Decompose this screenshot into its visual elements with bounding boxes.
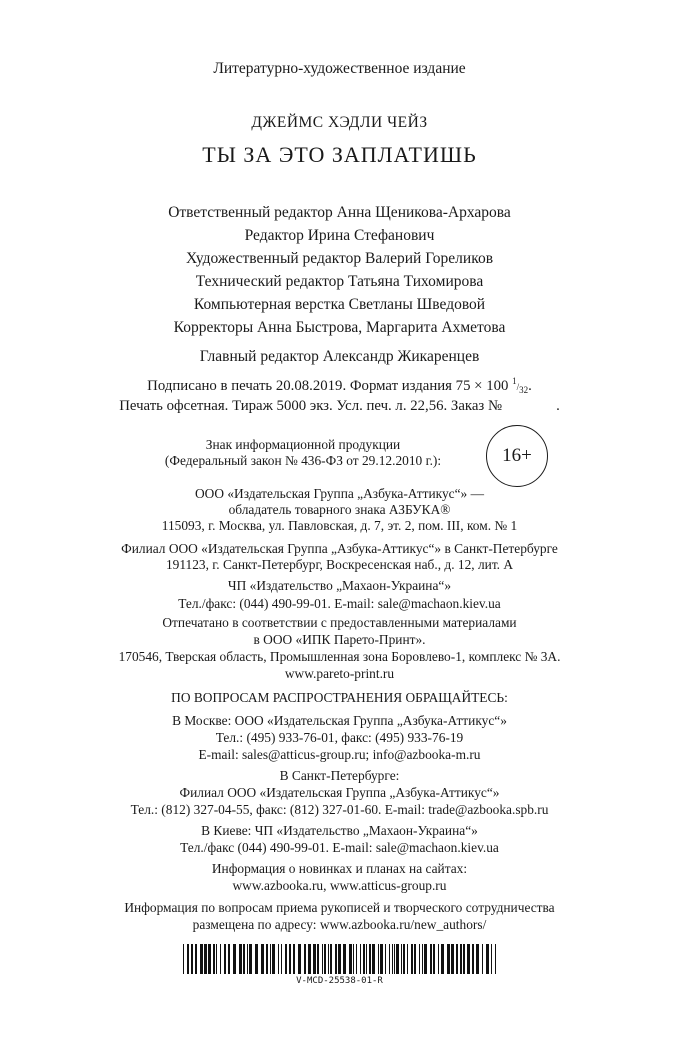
barcode-code: V-MCD-25538-01-R	[296, 976, 383, 986]
barcode-bar	[472, 944, 474, 974]
barcode-bar	[482, 944, 483, 974]
barcode-bar	[322, 944, 323, 974]
barcode-bar	[304, 944, 306, 974]
kiev-line1: В Киеве: ЧП «Издательство „Махаон-Украина“»	[201, 823, 478, 838]
barcode-bar	[396, 944, 399, 974]
publisher-address: 115093, г. Москва, ул. Павловская, д. 7, эт. 2, пом. III, ком. № 1	[161, 518, 518, 533]
responsible-editor: Ответственный редактор Анна Щеникова-Архарова	[168, 204, 511, 221]
barcode-bar	[389, 944, 390, 974]
moscow-line1: В Москве: ООО «Издательская Группа „Азбука-Аттикус“»	[172, 713, 507, 728]
art-editor: Художественный редактор Валерий Гореликов	[185, 250, 494, 267]
barcode-bar	[239, 944, 242, 974]
barcode-bar	[324, 944, 326, 974]
barcode-image	[183, 944, 497, 974]
barcode-bar	[270, 944, 271, 974]
websites-line1: Информация о новинках и планах на сайтах:	[211, 861, 468, 876]
spb-contacts: Тел.: (812) 327-04-55, факс: (812) 327-01-60. E-mail: trade@azbooka.spb.ru	[130, 802, 549, 817]
barcode-bar	[424, 944, 427, 974]
fraction-denominator: 32	[519, 385, 529, 395]
branch-line1: Филиал ООО «Издательская Группа „Азбука-Аттикус“» в Санкт-Петербурге	[121, 541, 558, 556]
barcode-bar	[330, 944, 332, 974]
barcode-bar	[447, 944, 450, 974]
barcode-bar	[261, 944, 264, 974]
barcode-bar	[476, 944, 479, 974]
barcode-bar	[247, 944, 248, 974]
barcode-bar	[460, 944, 462, 974]
barcode-bar	[430, 944, 432, 974]
format-fraction	[512, 376, 529, 395]
moscow-emails: E-mail: sales@atticus-group.ru; info@azbooka-m.ru	[198, 747, 481, 762]
barcode-bar	[278, 944, 279, 974]
barcode-bar	[463, 944, 465, 974]
barcode-bar	[495, 944, 496, 974]
barcode-bar	[360, 944, 361, 974]
barcode-bar	[213, 944, 215, 974]
printer-line1: Отпечатано в соответствии с предоставленными материалами	[162, 615, 517, 630]
manuscripts-line1: Информация по вопросам приема рукописей и творческого сотрудничества	[124, 900, 555, 915]
barcode-bar	[228, 944, 230, 974]
barcode-bar	[441, 944, 444, 974]
barcode-bar	[224, 944, 226, 974]
barcode-bar	[363, 944, 365, 974]
manuscripts-line2: размещена по адресу: www.azbooka.ru/new_authors/	[192, 917, 487, 932]
editor: Редактор Ирина Стефанович	[244, 227, 435, 244]
printer-website: www.pareto-print.ru	[284, 666, 395, 681]
barcode-bar	[343, 944, 346, 974]
barcode-bar	[317, 944, 319, 974]
edition-type: Литературно-художественное издание	[213, 60, 466, 77]
barcode-bar	[349, 944, 352, 974]
age-rating-badge: 16+	[486, 425, 548, 487]
barcode-bar	[366, 944, 367, 974]
spb-line1: В Санкт-Петербурге:	[279, 768, 400, 783]
barcode-bar	[335, 944, 337, 974]
barcode-bar	[308, 944, 311, 974]
barcode-bar	[369, 944, 371, 974]
rating-label-line1: Знак информационной продукции	[205, 437, 401, 452]
kiev-contacts: Тел./факс (044) 490-99-01. E-mail: sale@machaon.kiev.ua	[180, 840, 499, 855]
barcode-bar	[255, 944, 258, 974]
barcode-bar	[438, 944, 439, 974]
fraction-end: .	[528, 378, 532, 394]
barcode-bar	[419, 944, 420, 974]
barcode-bar	[266, 944, 268, 974]
rating-label	[130, 437, 476, 469]
barcode-bar	[433, 944, 435, 974]
chief-editor: Главный редактор Александр Жикаренцев	[199, 348, 480, 365]
barcode-bar	[411, 944, 413, 974]
barcode-bar	[216, 944, 217, 974]
publisher-line1: ООО «Издательская Группа „Азбука-Аттикус“» —	[194, 486, 484, 501]
barcode-bar	[356, 944, 357, 974]
tech-editor: Технический редактор Татьяна Тихомирова	[195, 273, 484, 290]
barcode-bar	[394, 944, 395, 974]
moscow-phones: Тел.: (495) 933-76-01, факс: (495) 933-76-19	[215, 730, 464, 745]
spb-line2: Филиал ООО «Издательская Группа „Азбука-Аттикус“»	[179, 785, 500, 800]
barcode-bar	[233, 944, 236, 974]
barcode-bar	[293, 944, 295, 974]
rating-label-line2: (Федеральный закон № 436-ФЗ от 29.12.2010 г.):	[164, 453, 442, 468]
branch-address: 191123, г. Санкт-Петербург, Воскресенская наб., д. 12, лит. А	[165, 557, 514, 572]
barcode-bar	[183, 944, 184, 974]
fraction-numerator: 1	[512, 376, 517, 386]
barcode-bar	[187, 944, 189, 974]
barcode-bar	[486, 944, 489, 974]
print-signed: Подписано в печать 20.08.2019. Формат издания 75 × 100	[147, 378, 509, 394]
barcode-bar	[328, 944, 329, 974]
barcode-bar	[200, 944, 203, 974]
barcode-bar	[272, 944, 275, 974]
barcode-bar	[451, 944, 454, 974]
layout-credit: Компьютерная верстка Светланы Шведовой	[193, 296, 486, 313]
barcode-bar	[407, 944, 408, 974]
barcode-bar	[372, 944, 375, 974]
distribution-heading: ПО ВОПРОСАМ РАСПРОСТРАНЕНИЯ ОБРАЩАЙТЕСЬ:	[171, 690, 508, 705]
barcode-bar	[403, 944, 405, 974]
websites-line2: www.azbooka.ru, www.atticus-group.ru	[232, 878, 447, 893]
book-author: ДЖЕЙМС ХЭДЛИ ЧЕЙЗ	[251, 114, 428, 131]
barcode-bar	[289, 944, 291, 974]
barcode-bar	[298, 944, 301, 974]
proofreaders: Корректоры Анна Быстрова, Маргарита Ахметова	[173, 319, 506, 336]
barcode-bar	[380, 944, 383, 974]
ukraine-contacts: Тел./факс: (044) 490-99-01. E-mail: sale@machaon.kiev.ua	[178, 596, 501, 611]
barcode-bar	[467, 944, 470, 974]
order-end: .	[556, 398, 560, 414]
barcode-bar	[195, 944, 197, 974]
barcode-bar	[281, 944, 282, 974]
barcode-bar	[392, 944, 393, 974]
printer-line2: в ООО «ИПК Парето-Принт».	[253, 632, 426, 647]
barcode-bar	[208, 944, 211, 974]
barcode-bar	[285, 944, 287, 974]
print-details: Печать офсетная. Тираж 5000 экз. Усл. печ. л. 22,56. Заказ №	[119, 398, 503, 414]
barcode-bar	[385, 944, 386, 974]
fraction-slash: /	[516, 382, 520, 392]
barcode-bar	[313, 944, 316, 974]
publisher-line2: обладатель товарного знака АЗБУКА®	[228, 502, 451, 517]
barcode-bar	[414, 944, 416, 974]
ukraine-publisher: ЧП «Издательство „Махаон-Украина“»	[227, 578, 452, 593]
book-title: ТЫ ЗА ЭТО ЗАПЛАТИШЬ	[202, 142, 477, 167]
barcode-bar	[401, 944, 402, 974]
barcode-bar	[204, 944, 207, 974]
barcode-bar	[249, 944, 252, 974]
barcode-bar	[220, 944, 221, 974]
barcode-bar	[422, 944, 423, 974]
print-signed-line	[0, 378, 679, 395]
barcode-bar	[378, 944, 379, 974]
barcode-bar	[353, 944, 354, 974]
barcode-bar	[243, 944, 245, 974]
printer-address: 170546, Тверская область, Промышленная зона Боровлево-1, комплекс № 3А.	[118, 649, 561, 664]
print-details-line	[0, 398, 679, 415]
barcode-bar	[338, 944, 341, 974]
barcode-bar	[456, 944, 458, 974]
barcode-bar	[491, 944, 492, 974]
barcode-bar	[191, 944, 193, 974]
